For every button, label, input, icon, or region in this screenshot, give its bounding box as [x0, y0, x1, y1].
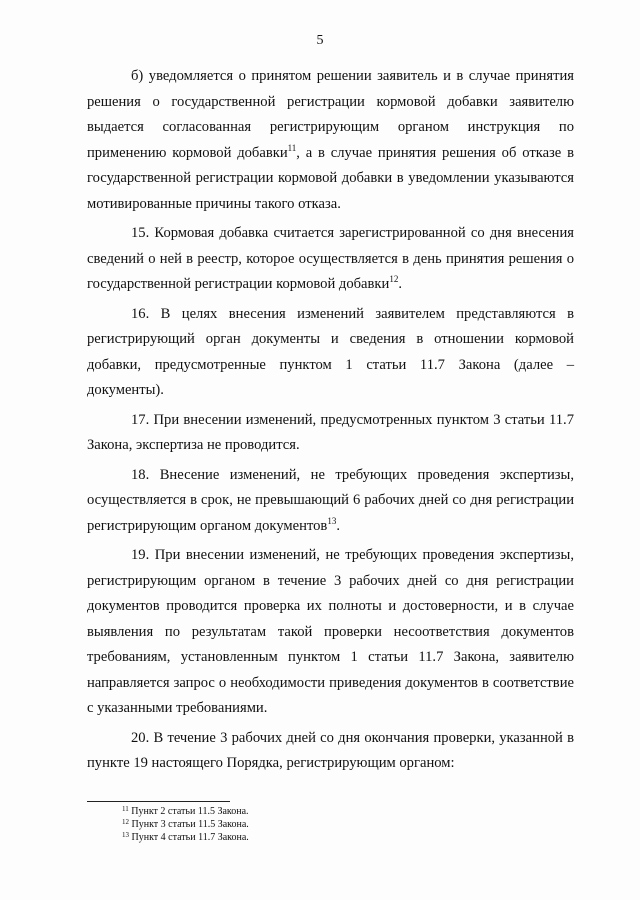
- footnote-text: Пункт 3 статьи 11.5 Закона.: [131, 819, 249, 830]
- paragraph-text: .: [336, 517, 340, 534]
- paragraph-text: 17. При внесении изменений, предусмотренных пунктом 3 статьи 11.7 Закона, экспертиза не проводится.: [87, 411, 574, 453]
- footnote-number: 11: [122, 805, 129, 813]
- footnote-reference: 12: [389, 274, 399, 284]
- paragraph-text: 16. В целях внесения изменений заявителем представляются в регистрирующий орган документы и сведения в отношении кормовой добавки, предусмотренные пунктом 1 статьи 11.7 Закона (далее – документы).: [87, 305, 574, 398]
- footnote-reference: 11: [287, 142, 297, 153]
- footnote: [122, 805, 542, 818]
- paragraph: [87, 726, 574, 777]
- paragraph: [87, 463, 574, 540]
- paragraph-text: 20. В течение 3 рабочих дней со дня окончания проверки, указанной в пункте 19 настоящего Порядка, регистрирующим органом:: [87, 729, 574, 771]
- footnote-separator: [87, 801, 230, 802]
- paragraph-text: 19. При внесении изменений, не требующих проведения экспертизы, регистрирующим органом в течение 3 рабочих дней со дня регистрации документов проводится проверка их полноты и достоверности, и в случае выявления по результатам такой проверки несоответствия документов требованиям, установленным пунктом 1 статьи 11.7 Закона, заявителю направляется запрос о необходимости приведения документов в соответствие с указанными требованиями.: [87, 547, 574, 716]
- footnote-number: 12: [122, 818, 129, 826]
- footnote: [122, 818, 542, 831]
- footnote-text: Пункт 2 статьи 11.5 Закона.: [131, 806, 249, 817]
- paragraph: [87, 64, 574, 217]
- body-text: [87, 64, 574, 777]
- footnotes: [122, 805, 542, 844]
- paragraph: [87, 543, 574, 722]
- paragraph: [87, 408, 574, 459]
- footnote-number: 13: [122, 831, 129, 839]
- footnote: [122, 831, 542, 844]
- page-number: 5: [316, 33, 324, 48]
- paragraph-text: б) уведомляется о принятом решении заявитель и в случае принятия решения о государственной регистрации кормовой добавки заявителю выдается согласованная регистрирующим органом инструкция по применению кормовой добавки: [87, 68, 574, 161]
- footnote-reference: 13: [327, 515, 337, 526]
- paragraph: [87, 302, 574, 404]
- paragraph: [87, 221, 574, 298]
- paragraph-text: 18. Внесение изменений, не требующих проведения экспертизы, осуществляется в срок, не превышающий 6 рабочих дней со дня регистрации регистрирующим органом документов: [87, 466, 574, 534]
- paragraph-text: , а в случае принятия решения об отказе в государственной регистрации кормовой добавки в уведомлении указываются мотивированные причины такого отказа.: [87, 144, 574, 212]
- paragraph-text: 15. Кормовая добавка считается зарегистрированной со дня внесения сведений о ней в реестр, которое осуществляется в день принятия решения о государственной регистрации кормовой добавки: [87, 225, 574, 292]
- footnote-text: Пункт 4 статьи 11.7 Закона.: [131, 832, 249, 843]
- paragraph-text: .: [398, 276, 402, 292]
